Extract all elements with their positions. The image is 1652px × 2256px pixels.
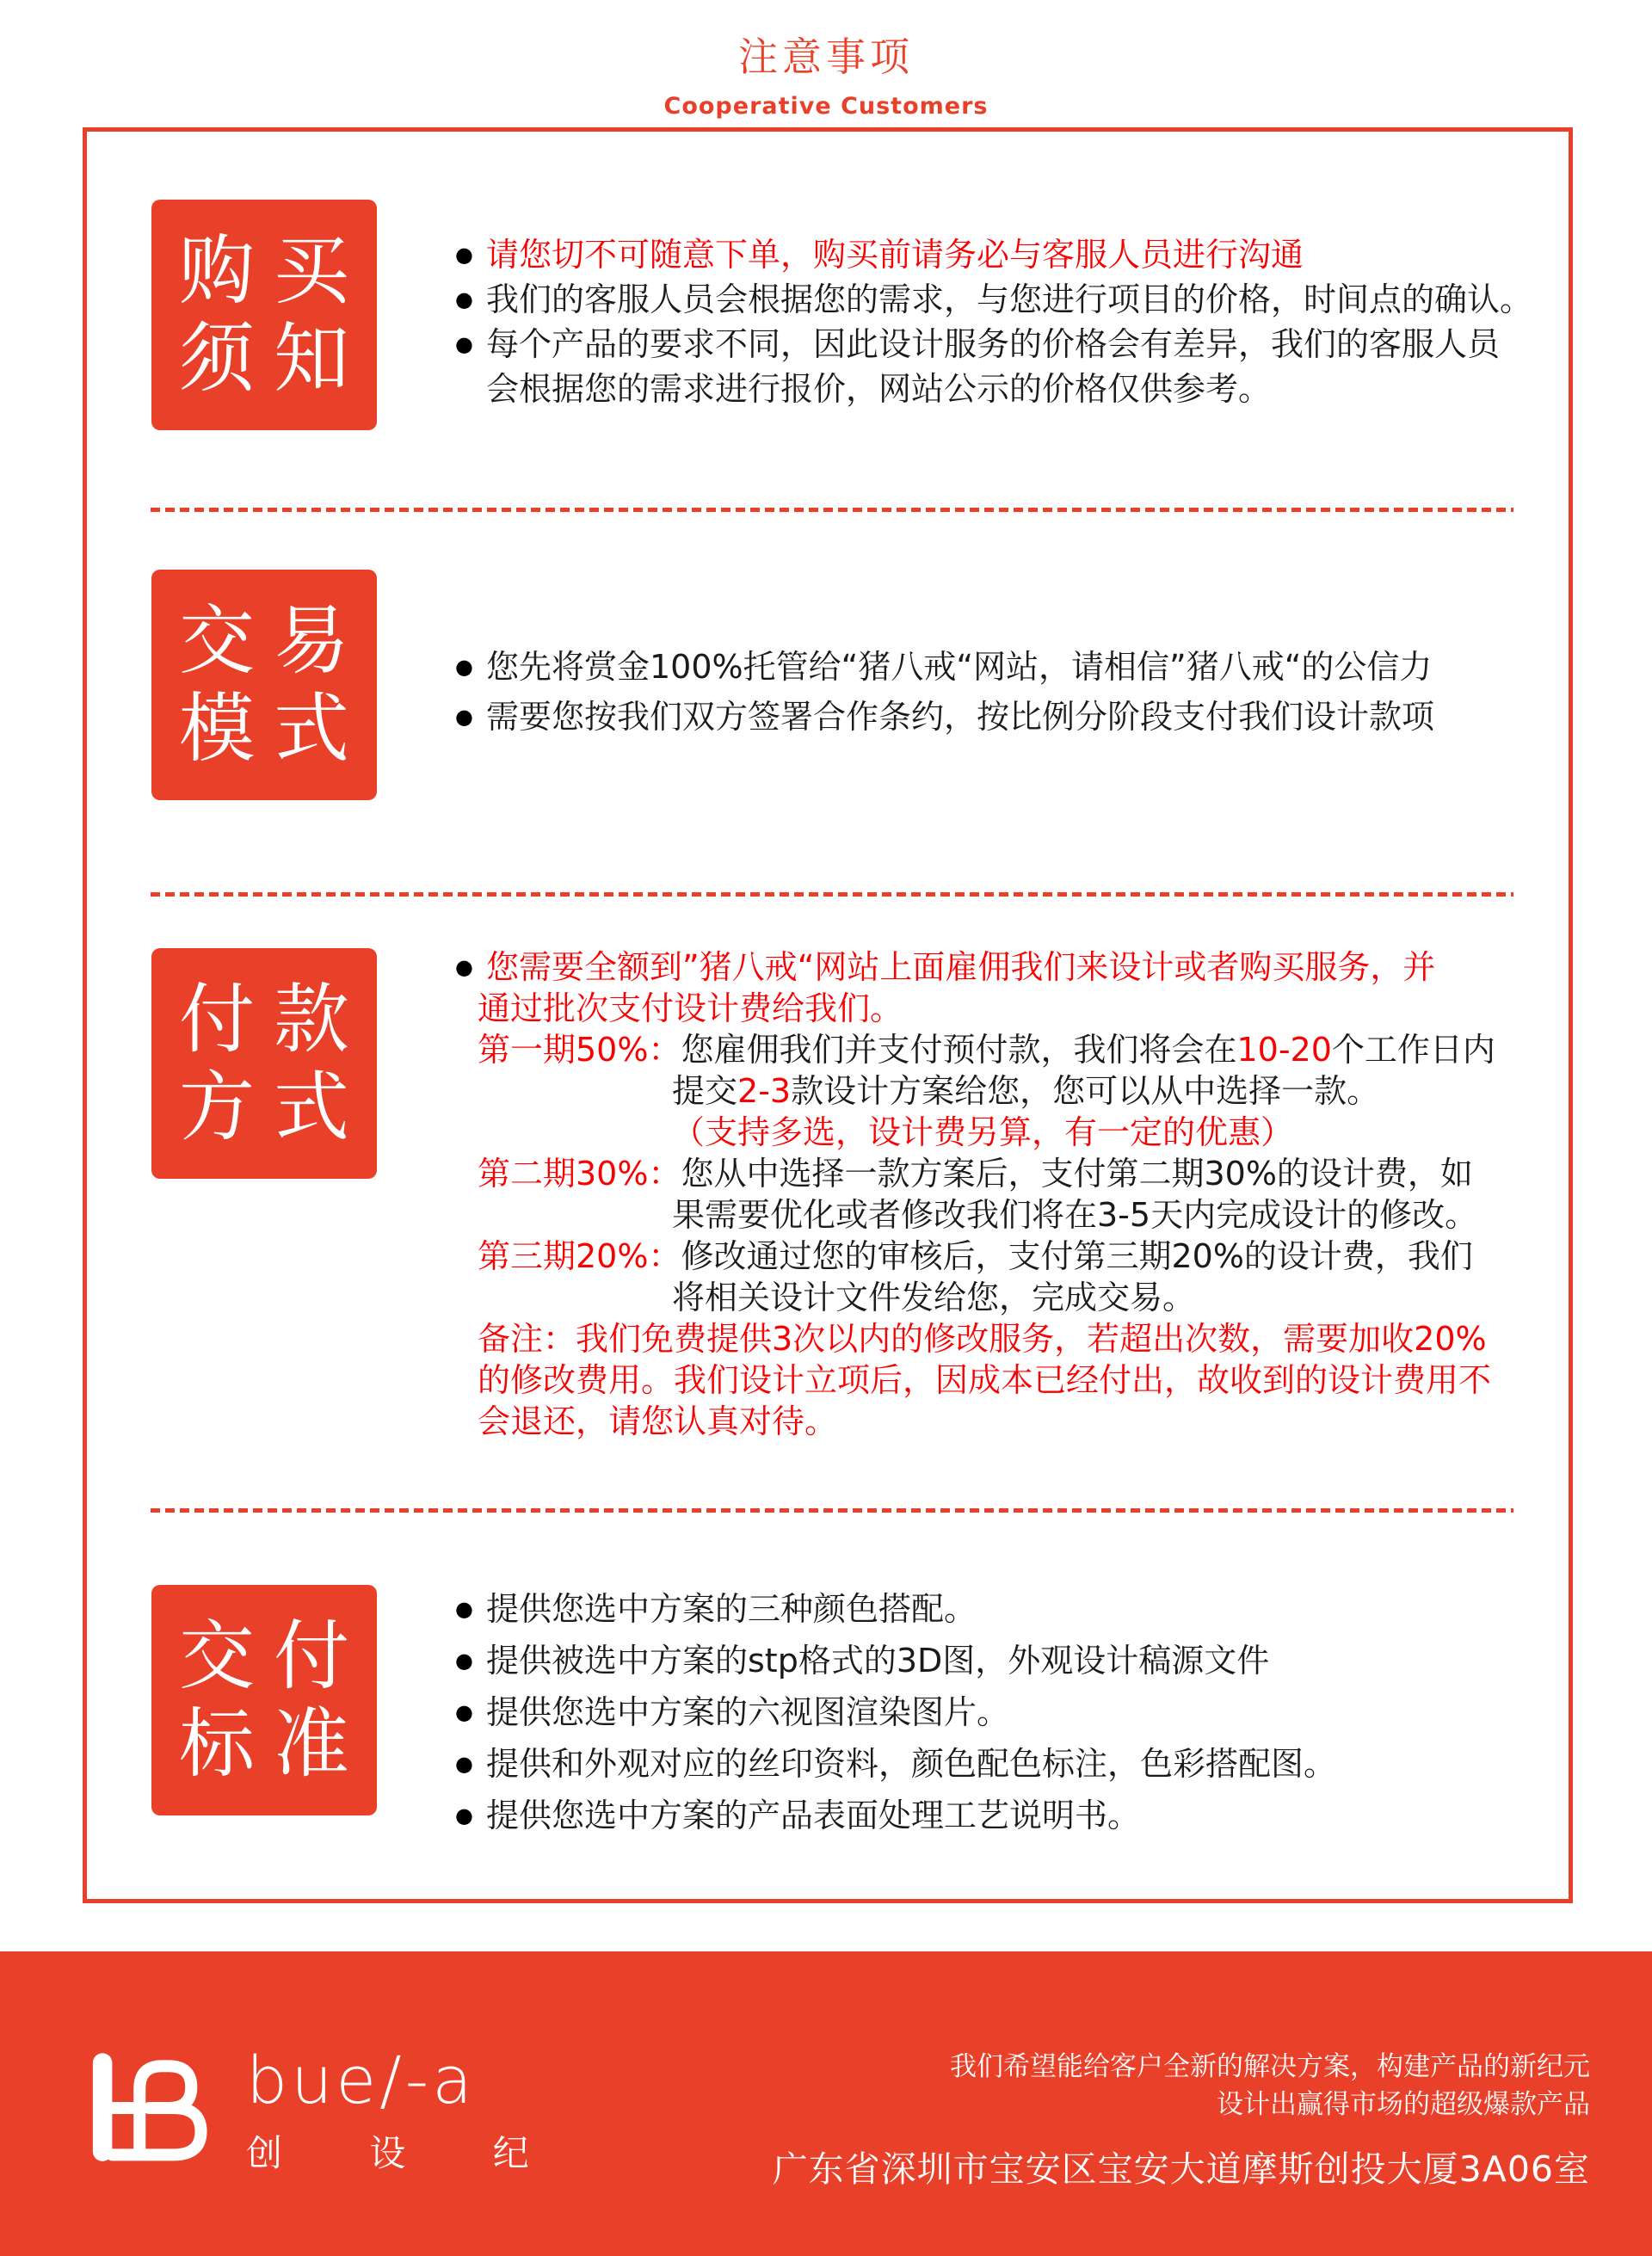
payment-line-segment: 款设计方案给您，您可以从中选择一款。 — [791, 1072, 1380, 1110]
bullet-wrap-line: 会根据您的需求进行报价，网站公示的价格仅供参考。 — [486, 370, 1272, 408]
bullet-line: ● 提供您选中方案的六视图渲染图片。 — [455, 1686, 1556, 1738]
payment-line-segment: 修改通过您的审核后，支付第三期20%的设计费，我们 — [681, 1237, 1473, 1275]
footer-text — [773, 2048, 1590, 2191]
payment-line — [455, 1359, 1556, 1401]
section-label-line: 须知 — [178, 314, 368, 403]
brand-wordmark-group — [246, 2042, 567, 2177]
payment-line-segment: （支持多选，设计费另算，有一定的优惠） — [672, 1113, 1294, 1151]
payment-line-segment: 会退还，请您认真对待。 — [478, 1402, 838, 1440]
section-label-line: 购买 — [178, 225, 368, 315]
section-label-line: 付款 — [178, 974, 368, 1063]
payment-line-segment: 第一期50%： — [478, 1031, 681, 1069]
section-payment-method — [87, 897, 1569, 1508]
payment-line — [455, 1401, 1556, 1442]
page-title: 注意事项 — [738, 34, 914, 80]
bullet-line: ● 您先将赏金100%托管给“猪八戒“网站，请相信”猪八戒“的公信力 — [455, 642, 1556, 692]
payment-line-segment: 备注：我们免费提供3次以内的修改服务，若超出次数，需要加收20% — [478, 1320, 1487, 1358]
payment-line-segment: 您雇佣我们并支付预付款，我们将会在 — [681, 1031, 1237, 1069]
payment-line-segment: 2-3 — [737, 1072, 792, 1110]
brand-cjk-name: 创 设 纪 — [246, 2132, 567, 2174]
payment-line — [455, 988, 1556, 1029]
bullet-line: ● 提供被选中方案的stp格式的3D图，外观设计稿源文件 — [455, 1635, 1556, 1686]
section-label-line: 交付 — [178, 1611, 368, 1700]
notice-box — [83, 127, 1573, 1903]
footer — [0, 1951, 1652, 2256]
bullet-line: ● 提供和外观对应的丝印资料，颜色配色标注，色彩搭配图。 — [455, 1738, 1556, 1790]
payment-line — [455, 1153, 1556, 1194]
section-trade-mode — [87, 512, 1569, 892]
bullet-line: ● 我们的客服人员会根据您的需求，与您进行项目的价格，时间点的确认。 — [455, 277, 1556, 322]
section-label-line: 交易 — [178, 595, 368, 685]
section-label-line: 方式 — [178, 1063, 368, 1151]
payment-line — [455, 1194, 1556, 1236]
payment-line-segment: 第三期20%： — [478, 1237, 681, 1275]
page-header — [0, 26, 1652, 120]
payment-terms — [455, 946, 1556, 1442]
bullet-line: ● 提供您选中方案的产品表面处理工艺说明书。 — [455, 1790, 1556, 1841]
payment-line — [455, 1070, 1556, 1112]
payment-line-segment: 您从中选择一款方案后，支付第二期30%的设计费，如 — [681, 1155, 1473, 1193]
payment-line-segment: 通过批次支付设计费给我们。 — [478, 989, 903, 1027]
payment-line — [455, 946, 1556, 988]
brand-wordmark: bue/-a — [246, 2042, 476, 2118]
payment-line — [455, 1318, 1556, 1359]
purchase-notes-list — [455, 232, 1556, 411]
footer-tagline-1: 我们希望能给客户全新的解决方案，构建产品的新纪元 — [950, 2051, 1590, 2082]
section-label-line: 模式 — [178, 684, 368, 773]
bullet-line: ● 提供您选中方案的三种颜色搭配。 — [455, 1583, 1556, 1635]
bullet-line: ● 每个产品的要求不同，因此设计服务的价格会有差异，我们的客服人员 — [455, 322, 1556, 367]
brand-logo-icon — [91, 2048, 220, 2168]
section-label-purchase — [151, 200, 377, 430]
payment-line-segment: 提交 — [672, 1072, 738, 1110]
delivery-standard-list — [455, 1583, 1556, 1841]
payment-line — [455, 1277, 1556, 1318]
payment-line — [455, 1029, 1556, 1070]
footer-address: 广东省深圳市宝安区宝安大道摩斯创投大厦3A06室 — [772, 2148, 1590, 2190]
trade-mode-list — [455, 642, 1556, 742]
section-delivery-standard — [87, 1513, 1569, 1899]
payment-line-segment: 第二期30%： — [478, 1155, 681, 1193]
payment-line-segment: 的修改费用。我们设计立项后，因成本已经付出，故收到的设计费用不 — [478, 1361, 1492, 1399]
payment-line-segment: 将相关设计文件发给您，完成交易。 — [672, 1279, 1196, 1316]
bullet-line: ● 需要您按我们双方签署合作条约，按比例分阶段支付我们设计款项 — [455, 692, 1556, 742]
payment-line-segment: 果需要优化或者修改我们将在3-5天内完成设计的修改。 — [672, 1196, 1478, 1234]
section-label-payment — [151, 948, 377, 1179]
page-subtitle: Cooperative Customers — [663, 93, 989, 120]
payment-line — [455, 1236, 1556, 1277]
payment-line-segment: 个工作日内 — [1331, 1031, 1495, 1069]
bullet-line: ● 请您切不可随意下单，购买前请务必与客服人员进行沟通 — [455, 232, 1556, 277]
section-purchase-notes — [87, 132, 1569, 508]
section-label-line: 标准 — [178, 1699, 368, 1788]
section-label-trade — [151, 570, 377, 800]
payment-line-segment: 10-20 — [1236, 1031, 1332, 1069]
payment-line-segment: 您需要全额到”猪八戒“网站上面雇佣我们来设计或者购买服务，并 — [486, 948, 1436, 986]
footer-tagline-2: 设计出赢得市场的超级爆款产品 — [1217, 2089, 1590, 2120]
brand-logo — [91, 2042, 567, 2177]
section-label-delivery — [151, 1585, 377, 1815]
payment-line — [455, 1112, 1556, 1153]
